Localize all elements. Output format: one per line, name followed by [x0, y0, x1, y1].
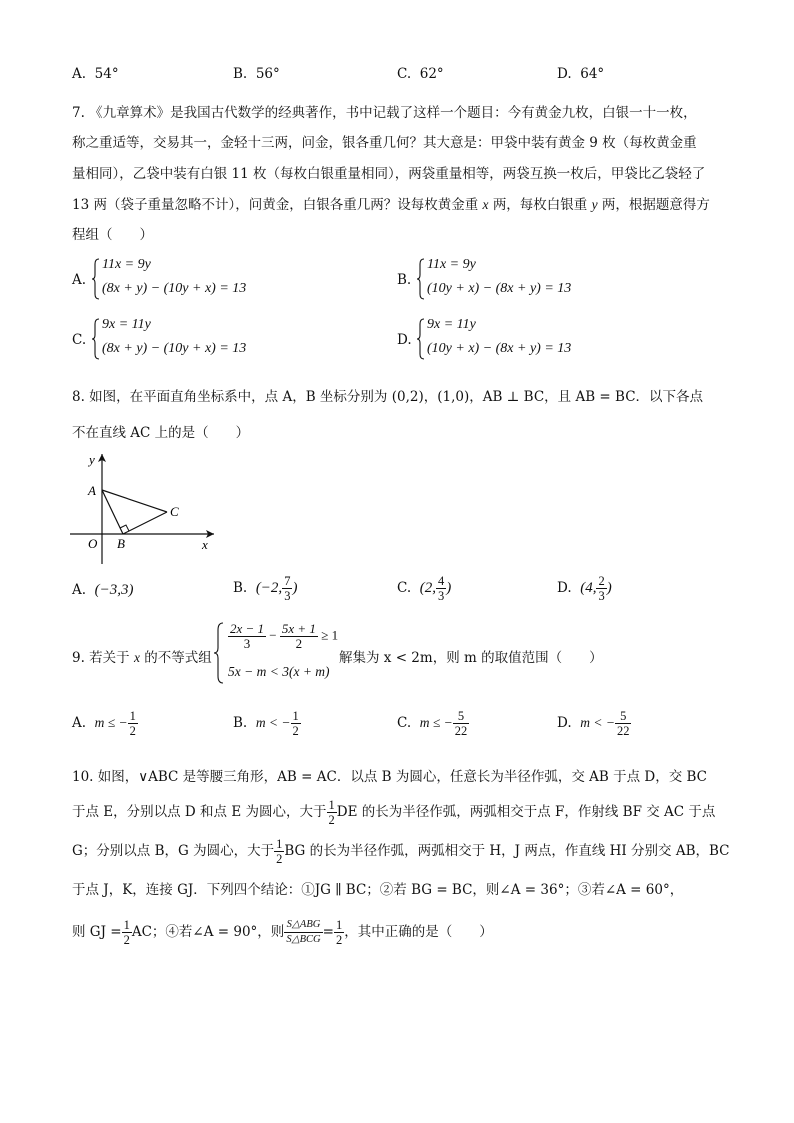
q10-line5: 则 GJ = $\frac{1}{2}$ AC；④若∠A = 90°，则 $\frac{\text{S△ABG}}{\text{S△BCG}}$ = $\frac{1}{2}$ ，其中正确的是（ ）	[72, 918, 493, 947]
q7-line3: 量相同），乙袋中装有白银 11 枚（每枚白银重量相同），两袋重量相等，两袋互换一枚后，甲袋比乙袋轻了	[72, 166, 706, 182]
q6-option-b: B. 56°	[233, 66, 280, 82]
q7-option-d-letter: D.	[397, 332, 412, 348]
label-x: x	[202, 537, 208, 552]
q9-option-c: C. m ≤ − $\frac{5}{22}$	[397, 709, 468, 738]
q10-line2: 于点 E，分别以点 D 和点 E 为圆心，大于 $\frac{1}{2}$ DE 的长为半径作弧，两弧相交于点 F，作射线 BF 交 AC 于点	[72, 798, 716, 827]
q8-option-a: A. (−3,3)	[72, 582, 134, 598]
q9-ineq2: 5x − m < 3(x + m)	[228, 664, 330, 679]
q7-option-d-eq2: (10y + x) − (8x + y) = 13	[427, 341, 572, 356]
q10-line3: G；分别以点 B，G 为圆心，大于 $\frac{1}{2}$ BG 的长为半径作弧，两弧相交于 H，J 两点，作直线 HI 分别交 AB，BC	[72, 837, 730, 866]
q7-option-a-eq1: 11x = 9y	[102, 257, 151, 272]
q7-line2: 称之重适等，交易其一，金轻十三两，问金，银各重几何？其大意是：甲袋中装有黄金 9 枚（每枚黄金重	[72, 135, 697, 151]
q8-option-b: B. (−2, $\frac{7}{3}$ )	[233, 574, 298, 603]
q7-option-c-letter: C.	[72, 332, 87, 348]
q10-line1: 10. 如图，∨ABC 是等腰三角形，AB = AC．以点 B 为圆心，任意长为半径作弧，交 AB 于点 D，交 BC	[72, 769, 707, 785]
q7-option-c-brace	[92, 318, 100, 360]
q10-line4: 于点 J，K，连接 GJ．下列四个结论：①JG ∥ BC；②若 BG = BC，则∠A = 36°；③若∠A = 60°，	[72, 882, 684, 898]
segment-ac	[102, 490, 167, 512]
q7-option-b-brace	[417, 258, 425, 300]
label-b: B	[117, 536, 125, 551]
label-y: y	[89, 452, 95, 467]
q7-option-a-brace	[92, 258, 100, 300]
q9-prefix: 9. 若关于 x 的不等式组	[72, 650, 212, 666]
q9-ineq1: $\frac{2x - 1}{3}$ − $\frac{5x + 1}{2}$ ≥ 1	[230, 621, 339, 651]
q8-coordinate-figure	[66, 450, 226, 570]
segment-bc	[123, 512, 167, 534]
q7-option-b-eq1: 11x = 9y	[427, 257, 476, 272]
label-o: O	[88, 536, 98, 551]
q7-line5: 程组（ ）	[72, 227, 153, 243]
q7-option-d-eq1: 9x = 11y	[427, 317, 476, 332]
q6-option-d: D. 64°	[557, 66, 605, 82]
q7-option-b-letter: B.	[397, 272, 412, 288]
q9-option-a: A. m ≤ − $\frac{1}{2}$	[72, 709, 136, 738]
q8-option-c: C. (2, $\frac{4}{3}$ )	[397, 574, 452, 603]
q7-option-a-letter: A.	[72, 272, 87, 288]
q7-option-c-eq1: 9x = 11y	[102, 317, 151, 332]
q9-suffix: 解集为 x < 2m，则 m 的取值范围（ ）	[339, 650, 603, 666]
q7-option-a-eq2: (8x + y) − (10y + x) = 13	[102, 281, 247, 296]
label-c: C	[170, 504, 179, 519]
label-a: A	[88, 483, 96, 498]
q7-option-d-brace	[417, 318, 425, 360]
q8-line1: 8. 如图，在平面直角坐标系中，点 A，B 坐标分别为 (0,2)，(1,0)，AB ⊥ BC，且 AB = BC．以下各点	[72, 389, 704, 405]
q6-option-c: C. 62°	[397, 66, 444, 82]
q6-option-a: A. 54°	[72, 66, 119, 82]
q8-option-d: D. (4, $\frac{2}{3}$ )	[557, 574, 612, 603]
q7-option-b-eq2: (10y + x) − (8x + y) = 13	[427, 281, 572, 296]
q7-option-c-eq2: (8x + y) − (10y + x) = 13	[102, 341, 247, 356]
q7-line1: 7. 《九章算术》是我国古代数学的经典著作，书中记载了这样一个题目：今有黄金九枚，白银一十一枚，	[72, 105, 697, 121]
q9-option-d: D. m < − $\frac{5}{22}$	[557, 709, 630, 738]
q9-option-b: B. m < − $\frac{1}{2}$	[233, 709, 299, 738]
q9-brace	[214, 622, 224, 684]
q7-line4: 13 两（袋子重量忽略不计），问黄金，白银各重几两？设每枚黄金重 x 两，每枚白银重 y 两，根据题意得方	[72, 197, 710, 213]
q8-line2: 不在直线 AC 上的是（ ）	[72, 425, 250, 441]
